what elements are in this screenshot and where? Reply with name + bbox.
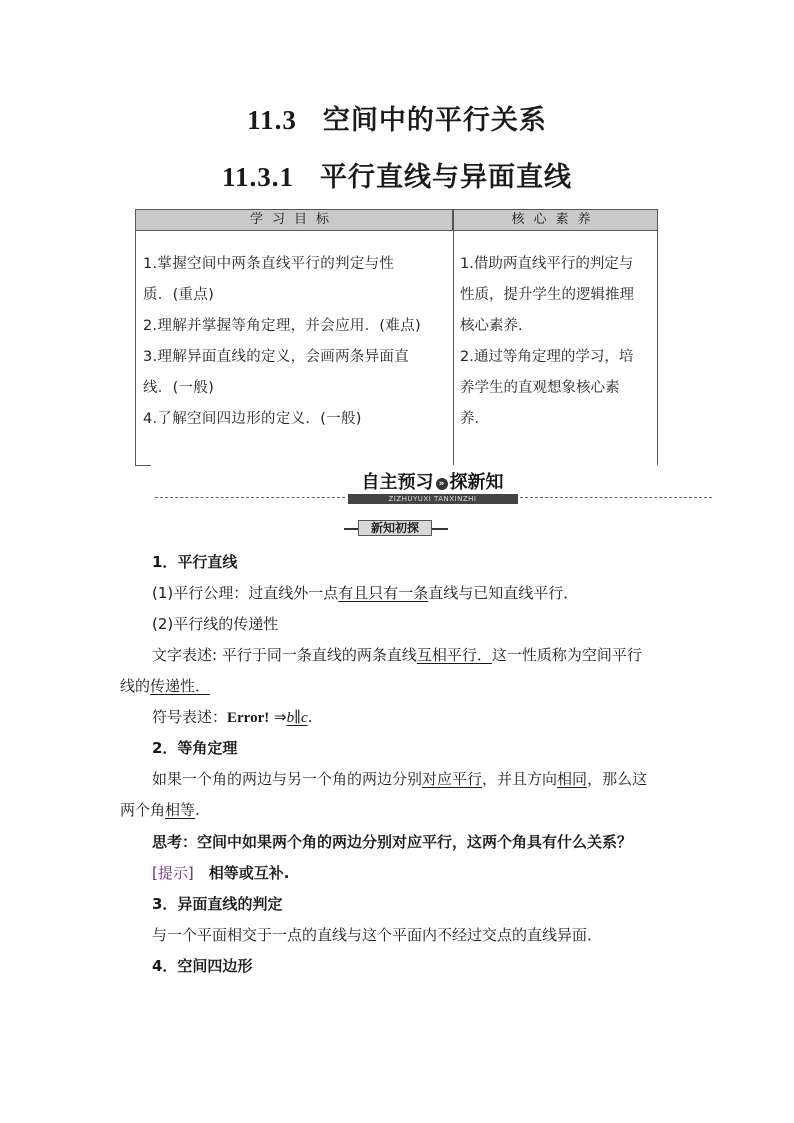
banner-heading bbox=[345, 472, 520, 494]
text-span: ，并且方向 bbox=[482, 770, 558, 788]
learning-goal-line: 2.理解并掌握等角定理，并会应用．(难点) bbox=[143, 318, 421, 334]
heading-space-quadrilateral: 4．空间四边形 bbox=[152, 957, 253, 975]
table-corner-mark bbox=[135, 465, 151, 466]
text-span: . bbox=[195, 801, 200, 819]
learning-goal-line: 质．(重点) bbox=[143, 287, 215, 303]
core-literacy-line: 1.借助两直线平行的判定与 bbox=[460, 256, 634, 272]
objectives-table bbox=[135, 209, 658, 465]
text-span: 这一性质称为空间平行 bbox=[491, 646, 642, 664]
underlined-answer: 相同 bbox=[557, 770, 588, 788]
table-border-left bbox=[135, 231, 136, 465]
learning-goal-line: 3.理解异面直线的定义，会画两条异面直 bbox=[143, 349, 410, 365]
equal-angle-line1 bbox=[152, 769, 647, 789]
transitivity-heading: (2)平行线的传递性 bbox=[152, 615, 279, 633]
text-span: 直线与已知直线平行． bbox=[428, 584, 579, 602]
text-statement-line1 bbox=[152, 645, 642, 665]
core-literacy-line: 养. bbox=[460, 411, 480, 427]
text-span: (1)平行公理：过直线外一点 bbox=[152, 584, 339, 602]
subsection-title-text: 平行直线与异面直线 bbox=[320, 162, 572, 193]
table-border-right bbox=[657, 231, 658, 465]
text-span: 文字表述: 平行于同一条直线的两条直线 bbox=[152, 646, 417, 664]
section-banner bbox=[345, 472, 520, 504]
text-span: 两个角 bbox=[120, 801, 166, 819]
dashed-divider-left bbox=[155, 497, 345, 498]
table-border-middle bbox=[453, 231, 454, 465]
hint bbox=[152, 863, 289, 883]
core-literacy-line: 性质，提升学生的逻辑推理 bbox=[460, 287, 634, 303]
text-statement-line2 bbox=[120, 676, 210, 696]
underlined-answer: b∥c bbox=[286, 710, 308, 726]
banner-part2: 探新知 bbox=[449, 472, 504, 493]
text-span: 符号表述： bbox=[152, 708, 228, 726]
subsection-number: 11.3.1 bbox=[221, 162, 294, 192]
text-span: . bbox=[307, 708, 313, 726]
learning-goal-line: 4.了解空间四边形的定义．(一般) bbox=[143, 411, 362, 427]
equal-angle-line2 bbox=[120, 800, 200, 820]
text-span: ，那么这 bbox=[587, 770, 648, 788]
core-literacy-cell bbox=[460, 249, 656, 435]
heading-parallel-lines: 1．平行直线 bbox=[152, 553, 238, 571]
core-literacy-line: 核心素养. bbox=[460, 318, 523, 334]
banner-arrow-icon: » bbox=[436, 478, 448, 490]
error-text: Error! bbox=[227, 710, 270, 726]
hint-text: 相等或互补. bbox=[193, 864, 290, 882]
implies-symbol: ⇒ bbox=[269, 708, 287, 726]
core-literacy-line: 2.通过等角定理的学习，培 bbox=[460, 349, 634, 365]
dashed-divider-right bbox=[520, 497, 712, 498]
core-literacy-line: 养学生的直观想象核心素 bbox=[460, 380, 620, 396]
learning-goal-line: 线．(一般) bbox=[143, 380, 215, 396]
banner-part1: 自主预习 bbox=[361, 472, 434, 493]
underlined-answer: 传递性． bbox=[150, 677, 211, 695]
learning-goal-line: 1.掌握空间中两条直线平行的判定与性 bbox=[143, 256, 395, 272]
section-title-text: 空间中的平行关系 bbox=[322, 105, 547, 136]
text-span: 如果一个角的两边与另一个角的两边分别 bbox=[152, 770, 423, 788]
underlined-answer: 对应平行 bbox=[422, 770, 483, 788]
section-number: 11.3 bbox=[247, 105, 297, 135]
learning-goals-header: 学习目标 bbox=[135, 209, 453, 231]
text-span: 线的 bbox=[120, 677, 151, 695]
think-question: 思考：空间中如果两个角的两边分别对应平行，这两个角具有什么关系？ bbox=[152, 833, 633, 851]
heading-skew-lines: 3．异面直线的判定 bbox=[152, 895, 283, 913]
learning-goals-cell bbox=[143, 249, 448, 435]
hint-label: [提示] bbox=[152, 864, 194, 882]
skew-lines-criterion: 与一个平面相交于一点的直线与这个平面内不经过交点的直线异面． bbox=[152, 926, 603, 944]
banner-pinyin: ZIZHUYUXI TANXINZHI bbox=[348, 494, 518, 504]
section-title bbox=[0, 98, 794, 137]
symbol-statement bbox=[152, 707, 312, 728]
subsection-title bbox=[0, 155, 794, 194]
sub-banner-label: 新知初探 bbox=[358, 520, 432, 536]
sub-banner bbox=[344, 520, 448, 536]
underlined-answer: 相等 bbox=[165, 801, 196, 819]
parallel-axiom bbox=[152, 583, 578, 603]
core-literacy-header: 核心素养 bbox=[453, 209, 658, 231]
heading-equal-angle: 2．等角定理 bbox=[152, 739, 238, 757]
underlined-answer: 互相平行． bbox=[416, 646, 492, 664]
underlined-answer: 有且只有一条 bbox=[338, 584, 429, 602]
